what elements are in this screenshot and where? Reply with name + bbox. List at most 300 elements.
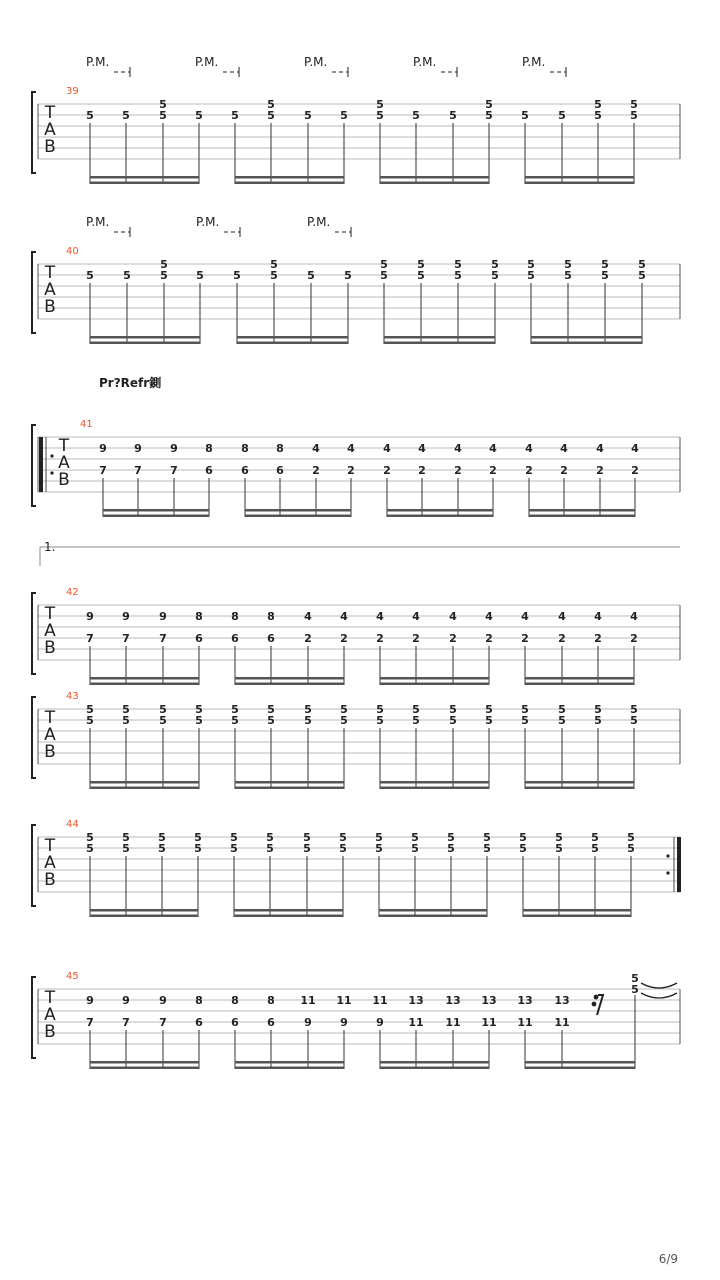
beat — [122, 109, 130, 184]
fret-number: 5 — [376, 703, 384, 716]
fret-number: 5 — [630, 98, 638, 111]
repeat-dot — [666, 854, 669, 857]
fret-number: 4 — [521, 610, 529, 623]
fret-number: 8 — [267, 994, 275, 1007]
fret-number: 5 — [594, 109, 602, 122]
fret-number: 7 — [122, 632, 130, 645]
beam — [525, 176, 634, 179]
beat — [86, 269, 94, 344]
beat — [560, 442, 568, 517]
fret-number: 9 — [134, 442, 142, 455]
fret-number: 5 — [86, 714, 94, 727]
palm-mute-label: P.M. — [304, 55, 328, 69]
beat — [123, 269, 131, 344]
fret-number: 5 — [447, 831, 455, 844]
fret-number: 5 — [412, 703, 420, 716]
beat — [594, 610, 602, 685]
fret-number: 9 — [376, 1016, 384, 1029]
beat — [86, 831, 94, 917]
beat — [340, 703, 348, 789]
fret-number: 5 — [159, 703, 167, 716]
fret-number: 5 — [527, 269, 535, 282]
beat — [205, 442, 213, 517]
beat — [517, 994, 532, 1069]
fret-number: 13 — [408, 994, 424, 1007]
fret-number: 5 — [555, 831, 563, 844]
beat — [521, 703, 529, 789]
fret-number: 11 — [408, 1016, 424, 1029]
fret-number: 2 — [376, 632, 384, 645]
beat — [449, 610, 457, 685]
beat — [596, 442, 604, 517]
beat — [159, 98, 167, 184]
palm-mute — [304, 55, 348, 77]
palm-mute — [522, 55, 566, 77]
fret-number: 4 — [485, 610, 493, 623]
beat — [267, 703, 275, 789]
tab-clef-letter-t: T — [44, 988, 56, 1008]
fret-number: 5 — [485, 98, 493, 111]
fret-number: 9 — [304, 1016, 312, 1029]
beat — [159, 703, 167, 789]
beam — [103, 515, 209, 518]
beat — [527, 258, 535, 344]
beam — [525, 182, 634, 185]
beam — [245, 515, 351, 518]
fret-number: 2 — [418, 464, 426, 477]
fret-number: 5 — [491, 269, 499, 282]
fret-number: 8 — [276, 442, 284, 455]
beat — [241, 442, 249, 517]
tab-clef-letter-a: A — [44, 621, 56, 641]
beat — [300, 994, 315, 1069]
fret-number: 4 — [383, 442, 391, 455]
fret-number: 13 — [445, 994, 461, 1007]
fret-number: 4 — [631, 442, 639, 455]
palm-mute — [86, 55, 130, 77]
beam — [90, 781, 199, 784]
beat — [454, 442, 462, 517]
palm-mute-label: P.M. — [86, 55, 110, 69]
beat — [86, 703, 94, 789]
fret-number: 2 — [558, 632, 566, 645]
fret-number: 5 — [631, 983, 639, 996]
tie-arc — [641, 993, 677, 998]
fret-number: 13 — [554, 994, 570, 1007]
tab-clef-letter-b: B — [44, 638, 56, 658]
fret-number: 5 — [195, 714, 203, 727]
beat — [196, 269, 204, 344]
fret-number: 5 — [340, 714, 348, 727]
beam — [235, 1061, 344, 1064]
rest-dot — [594, 995, 599, 1000]
beam — [235, 1067, 344, 1070]
tab-clef-letter-b: B — [58, 470, 70, 490]
beat — [276, 442, 284, 517]
beam — [387, 515, 493, 518]
fret-number: 5 — [376, 98, 384, 111]
fret-number: 5 — [630, 703, 638, 716]
palm-mute — [413, 55, 457, 77]
beat — [483, 831, 491, 917]
tab-clef — [58, 436, 70, 490]
fret-number: 4 — [525, 442, 533, 455]
beat — [519, 831, 527, 917]
fret-number: 5 — [376, 109, 384, 122]
fret-number: 4 — [340, 610, 348, 623]
beat — [230, 831, 238, 917]
section-label: Pr?Refr鍘 — [99, 376, 162, 390]
fret-number: 2 — [560, 464, 568, 477]
beat — [485, 610, 493, 685]
fret-number: 5 — [267, 109, 275, 122]
tab-system-40 — [32, 215, 680, 344]
beam — [234, 909, 343, 912]
beam — [525, 677, 634, 680]
repeat-dot — [50, 454, 53, 457]
fret-number: 5 — [454, 269, 462, 282]
beat — [195, 610, 203, 685]
beat — [445, 994, 460, 1069]
fret-number: 9 — [99, 442, 107, 455]
beam — [90, 336, 200, 339]
fret-number: 4 — [449, 610, 457, 623]
beat — [270, 258, 278, 344]
palm-mute-label: P.M. — [522, 55, 546, 69]
beat — [231, 610, 239, 685]
fret-number: 5 — [196, 269, 204, 282]
fret-number: 9 — [86, 994, 94, 1007]
tab-clef-letter-t: T — [44, 708, 56, 728]
beat — [376, 703, 384, 789]
fret-number: 5 — [591, 831, 599, 844]
fret-number: 9 — [122, 994, 130, 1007]
system-bracket — [32, 92, 36, 173]
beam — [237, 336, 348, 339]
beat — [412, 109, 420, 184]
beat — [340, 610, 348, 685]
fret-number: 5 — [270, 258, 278, 271]
fret-number: 2 — [347, 464, 355, 477]
beam — [525, 787, 634, 790]
fret-number: 2 — [630, 632, 638, 645]
beat — [417, 258, 425, 344]
beat — [630, 703, 638, 789]
measure-number: 40 — [66, 246, 79, 257]
beat — [489, 442, 497, 517]
beam — [235, 781, 344, 784]
beat — [630, 610, 638, 685]
fret-number: 5 — [411, 842, 419, 855]
fret-number: 4 — [558, 610, 566, 623]
fret-number: 5 — [591, 842, 599, 855]
fret-number: 5 — [417, 269, 425, 282]
fret-number: 5 — [449, 703, 457, 716]
fret-number: 5 — [558, 714, 566, 727]
beam — [90, 182, 199, 185]
tab-clef-letter-t: T — [44, 604, 56, 624]
beat — [449, 109, 457, 184]
tab-clef-letter-t: T — [44, 836, 56, 856]
beam — [380, 1061, 489, 1064]
fret-number: 5 — [631, 972, 639, 985]
fret-number: 5 — [231, 714, 239, 727]
fret-number: 5 — [483, 831, 491, 844]
fret-number: 7 — [122, 1016, 130, 1029]
fret-number: 11 — [517, 1016, 533, 1029]
beat — [558, 610, 566, 685]
measure-number: 44 — [66, 819, 79, 830]
fret-number: 5 — [195, 703, 203, 716]
fret-number: 4 — [596, 442, 604, 455]
beat — [86, 610, 94, 685]
fret-number: 8 — [231, 610, 239, 623]
palm-mute — [307, 215, 351, 237]
beat — [158, 831, 166, 917]
beam — [90, 915, 198, 918]
beat — [485, 703, 493, 789]
tab-system-44 — [32, 819, 680, 917]
fret-number: 5 — [86, 109, 94, 122]
beat — [631, 442, 639, 517]
beam — [90, 1067, 199, 1070]
tab-clef-letter-t: T — [58, 436, 70, 456]
repeat-dot — [666, 871, 669, 874]
system-bracket — [32, 697, 36, 778]
fret-number: 5 — [230, 831, 238, 844]
fret-number: 5 — [339, 842, 347, 855]
beat — [347, 442, 355, 517]
fret-number: 6 — [195, 632, 203, 645]
fret-number: 5 — [307, 269, 315, 282]
beat — [525, 442, 533, 517]
fret-number: 5 — [638, 269, 646, 282]
fret-number: 5 — [630, 714, 638, 727]
fret-number: 5 — [304, 714, 312, 727]
beat — [383, 442, 391, 517]
beam — [384, 342, 495, 345]
beam — [380, 781, 489, 784]
beam — [245, 509, 351, 512]
rest-dot — [592, 1002, 597, 1007]
beat — [521, 109, 529, 184]
fret-number: 4 — [412, 610, 420, 623]
fret-number: 5 — [267, 98, 275, 111]
fret-number: 2 — [521, 632, 529, 645]
fret-number: 2 — [485, 632, 493, 645]
fret-number: 5 — [527, 258, 535, 271]
fret-number: 4 — [560, 442, 568, 455]
fret-number: 6 — [267, 632, 275, 645]
tab-clef-letter-a: A — [44, 853, 56, 873]
fret-number: 2 — [525, 464, 533, 477]
repeat-dot — [50, 471, 53, 474]
fret-number: 4 — [312, 442, 320, 455]
volta-label: 1. — [44, 540, 56, 554]
fret-number: 9 — [170, 442, 178, 455]
fret-number: 5 — [454, 258, 462, 271]
beam — [523, 915, 631, 918]
tab-clef-letter-a: A — [44, 725, 56, 745]
beat — [554, 994, 569, 1069]
tab-clef — [44, 708, 56, 762]
beam — [237, 342, 348, 345]
fret-number: 5 — [230, 842, 238, 855]
beat — [594, 98, 602, 184]
beam — [90, 787, 199, 790]
tab-system-45 — [32, 971, 680, 1069]
beat — [134, 442, 142, 517]
beat — [159, 994, 167, 1069]
beat — [454, 258, 462, 344]
beat — [521, 610, 529, 685]
fret-number: 2 — [304, 632, 312, 645]
beat — [491, 258, 499, 344]
fret-number: 8 — [195, 610, 203, 623]
measure-number: 41 — [80, 419, 93, 430]
fret-number: 5 — [266, 831, 274, 844]
beat — [159, 610, 167, 685]
fret-number: 5 — [122, 831, 130, 844]
fret-number: 5 — [231, 109, 239, 122]
system-bracket — [32, 593, 36, 674]
beat — [86, 994, 94, 1069]
beam — [235, 787, 344, 790]
fret-number: 5 — [521, 714, 529, 727]
fret-number: 2 — [383, 464, 391, 477]
fret-number: 5 — [558, 109, 566, 122]
tab-system-43 — [32, 691, 680, 789]
beat — [630, 98, 638, 184]
beat — [231, 109, 239, 184]
fret-number: 7 — [134, 464, 142, 477]
fret-number: 5 — [122, 109, 130, 122]
beam — [235, 182, 344, 185]
fret-number: 2 — [312, 464, 320, 477]
fret-number: 5 — [638, 258, 646, 271]
beat — [336, 994, 351, 1069]
beam — [90, 677, 199, 680]
fret-number: 11 — [554, 1016, 570, 1029]
beam — [380, 176, 489, 179]
fret-number: 5 — [376, 714, 384, 727]
beam — [90, 683, 199, 686]
palm-mute-label: P.M. — [413, 55, 437, 69]
beam — [531, 336, 642, 339]
fret-number: 5 — [558, 703, 566, 716]
fret-number: 7 — [86, 632, 94, 645]
tab-clef — [44, 988, 56, 1042]
fret-number: 9 — [340, 1016, 348, 1029]
beat — [591, 831, 599, 917]
beat — [231, 994, 239, 1069]
beat — [307, 269, 315, 344]
fret-number: 5 — [304, 703, 312, 716]
beat — [340, 109, 348, 184]
fret-number: 4 — [489, 442, 497, 455]
fret-number: 9 — [122, 610, 130, 623]
fret-number: 5 — [122, 703, 130, 716]
measure-number: 39 — [66, 86, 79, 97]
beat — [122, 610, 130, 685]
tab-clef-letter-t: T — [44, 103, 56, 123]
beat — [601, 258, 609, 344]
fret-number: 7 — [159, 632, 167, 645]
fret-number: 4 — [376, 610, 384, 623]
fret-number: 5 — [447, 842, 455, 855]
fret-number: 5 — [521, 703, 529, 716]
fret-number: 11 — [372, 994, 388, 1007]
fret-number: 5 — [267, 714, 275, 727]
beat — [122, 831, 130, 917]
fret-number: 5 — [627, 831, 635, 844]
palm-mute — [86, 215, 130, 237]
fret-number: 5 — [122, 842, 130, 855]
system-bracket — [32, 977, 36, 1058]
beam — [379, 915, 487, 918]
fret-number: 5 — [449, 109, 457, 122]
beat — [558, 109, 566, 184]
fret-number: 5 — [267, 703, 275, 716]
beat — [86, 109, 94, 184]
measure-number: 42 — [66, 587, 79, 598]
fret-number: 5 — [233, 269, 241, 282]
beat — [266, 831, 274, 917]
fret-number: 5 — [160, 269, 168, 282]
fret-number: 8 — [231, 994, 239, 1007]
fret-number: 5 — [340, 109, 348, 122]
fret-number: 4 — [630, 610, 638, 623]
fret-number: 5 — [411, 831, 419, 844]
beam — [387, 509, 493, 512]
beam — [90, 909, 198, 912]
fret-number: 7 — [170, 464, 178, 477]
fret-number: 4 — [304, 610, 312, 623]
fret-number: 5 — [564, 269, 572, 282]
beat — [555, 831, 563, 917]
fret-number: 5 — [519, 831, 527, 844]
beam — [529, 515, 635, 518]
beat — [122, 994, 130, 1069]
fret-number: 6 — [231, 1016, 239, 1029]
tab-clef-letter-a: A — [44, 280, 56, 300]
fret-number: 5 — [159, 98, 167, 111]
fret-number: 5 — [158, 831, 166, 844]
beat — [411, 831, 419, 917]
beam — [531, 342, 642, 345]
beat — [638, 258, 646, 344]
beat — [303, 831, 311, 917]
fret-number: 5 — [339, 831, 347, 844]
beat — [376, 98, 384, 184]
beat — [627, 831, 635, 917]
beam — [525, 1061, 635, 1064]
tab-clef — [44, 103, 56, 157]
fret-number: 5 — [122, 714, 130, 727]
beam — [235, 176, 344, 179]
tab-clef-letter-b: B — [44, 870, 56, 890]
fret-number: 5 — [601, 258, 609, 271]
beam — [380, 182, 489, 185]
beat — [412, 703, 420, 789]
beam — [525, 781, 634, 784]
fret-number: 11 — [445, 1016, 461, 1029]
beat — [195, 994, 203, 1069]
tab-clef — [44, 604, 56, 658]
tab-clef — [44, 263, 56, 317]
fret-number: 5 — [86, 842, 94, 855]
tab-clef — [44, 836, 56, 890]
